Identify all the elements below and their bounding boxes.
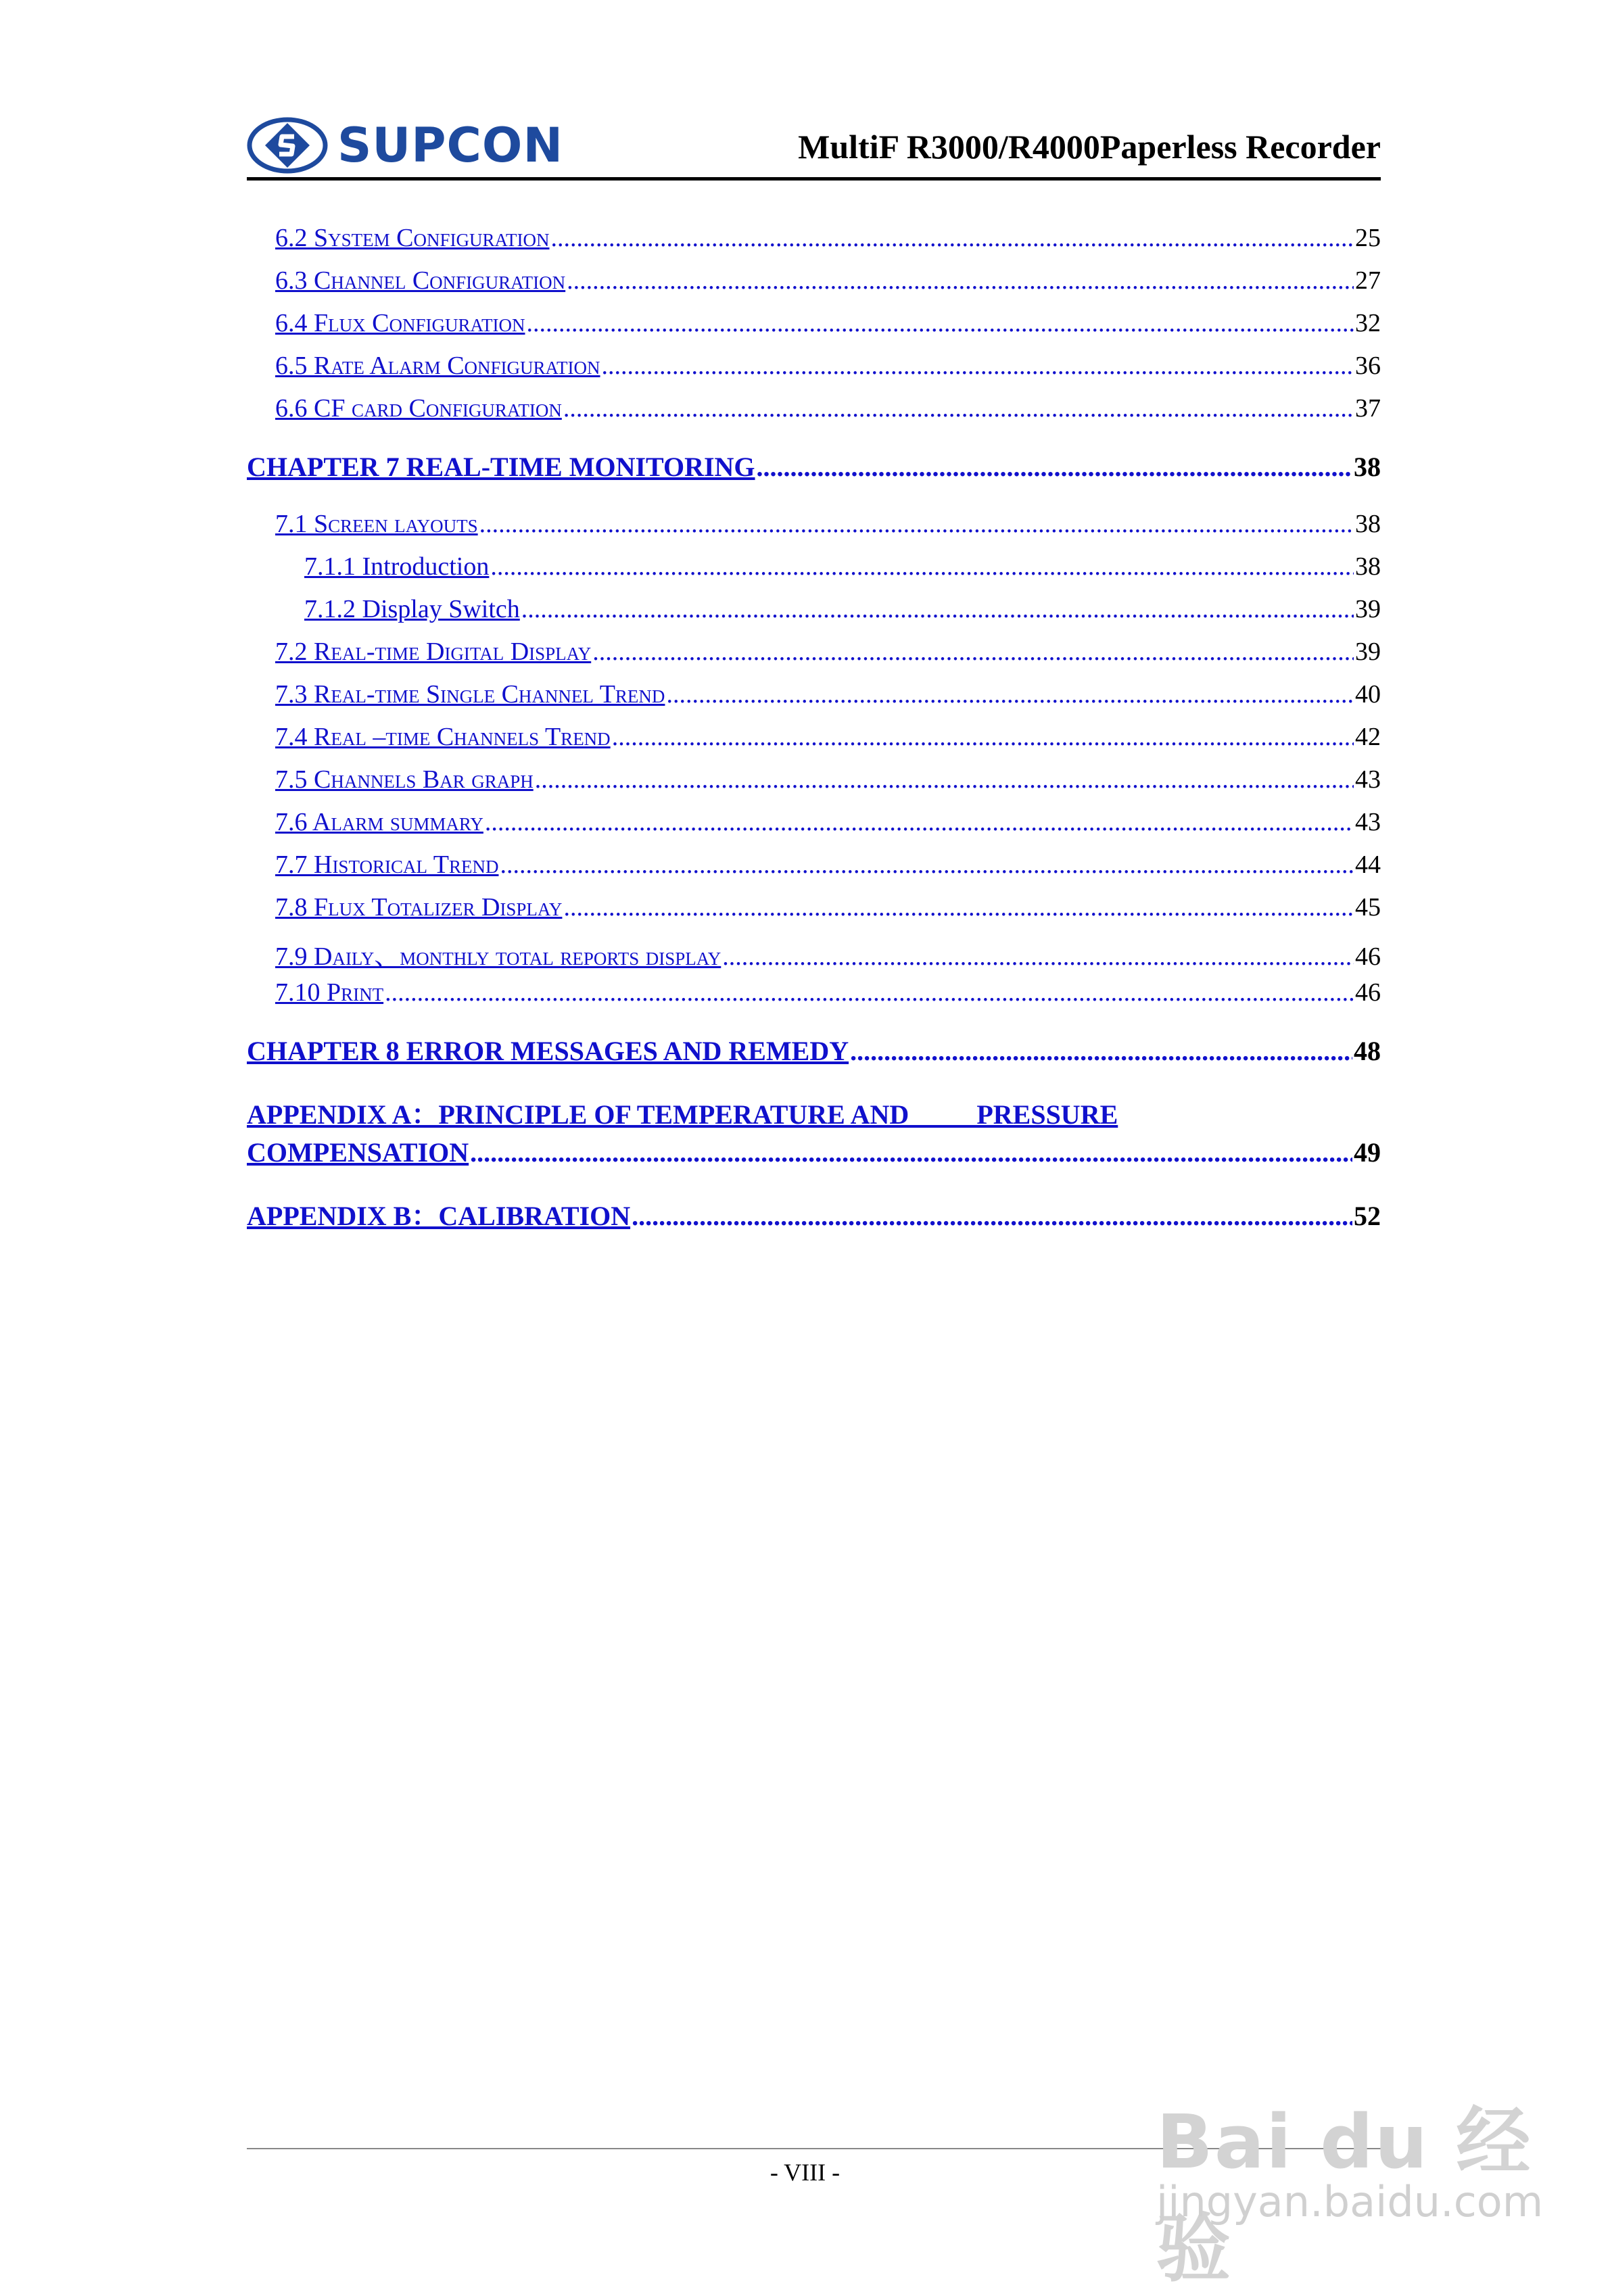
page-header bbox=[247, 101, 1381, 183]
toc-entry[interactable] bbox=[247, 722, 1381, 765]
toc-page-number: 43 bbox=[1355, 765, 1381, 794]
toc-link[interactable]: 7.1 Screen layouts bbox=[275, 510, 478, 538]
toc-entry[interactable] bbox=[247, 1035, 1381, 1078]
toc-entry[interactable] bbox=[247, 594, 1381, 637]
toc-page-number: 38 bbox=[1355, 552, 1381, 581]
toc-link[interactable]: 7.8 Flux Totalizer Display bbox=[275, 893, 563, 922]
toc-entry[interactable] bbox=[247, 637, 1381, 679]
toc-entry[interactable] bbox=[247, 393, 1381, 436]
toc-leader-dots bbox=[535, 765, 1354, 794]
toc-leader-dots bbox=[526, 308, 1354, 338]
toc-entry[interactable] bbox=[247, 978, 1381, 1020]
toc-page-number: 36 bbox=[1355, 352, 1381, 380]
supcon-logo bbox=[247, 115, 563, 176]
toc-entry[interactable] bbox=[247, 807, 1381, 850]
toc-page-number: 48 bbox=[1354, 1036, 1381, 1066]
toc-link[interactable]: 7.10 Print bbox=[275, 978, 384, 1007]
toc-page-number: 46 bbox=[1355, 942, 1381, 971]
document-title: MultiF R3000/R4000Paperless Recorder bbox=[798, 128, 1381, 166]
toc-link-appendix-a-line1[interactable]: APPENDIX A：PRINCIPLE OF TEMPERATURE AND PRESSURE bbox=[247, 1099, 1118, 1130]
toc-entry[interactable] bbox=[247, 679, 1381, 722]
toc-page-number: 46 bbox=[1355, 978, 1381, 1007]
toc-link[interactable]: 7.4 Real –time Channels Trend bbox=[275, 723, 611, 751]
toc-leader-dots bbox=[500, 850, 1354, 880]
toc-page-number: 49 bbox=[1354, 1137, 1381, 1168]
toc-entry[interactable] bbox=[247, 765, 1381, 807]
toc-leader-dots bbox=[563, 393, 1354, 423]
toc-leader-dots bbox=[385, 978, 1354, 1007]
supcon-logo-icon bbox=[247, 116, 328, 174]
toc-link[interactable]: CHAPTER 7 REAL-TIME MONITORING bbox=[247, 452, 755, 482]
toc-link[interactable]: 6.2 System Configuration bbox=[275, 224, 550, 252]
toc-leader-dots bbox=[470, 1137, 1352, 1168]
toc-page-number: 52 bbox=[1354, 1201, 1381, 1231]
toc-entry[interactable] bbox=[247, 935, 1381, 978]
header-rule bbox=[247, 177, 1381, 181]
toc-link[interactable]: 7.2 Real-time Digital Display bbox=[275, 638, 592, 666]
toc-link[interactable]: 7.6 Alarm summary bbox=[275, 808, 483, 836]
toc-entry[interactable] bbox=[247, 892, 1381, 935]
toc-page-number: 25 bbox=[1355, 224, 1381, 252]
toc-leader-dots bbox=[722, 942, 1354, 972]
toc-page-number: 38 bbox=[1354, 452, 1381, 482]
toc-page-number: 43 bbox=[1355, 808, 1381, 836]
toc-leader-dots bbox=[666, 679, 1354, 709]
watermark-brand: Bai du 经验 bbox=[1156, 2099, 1532, 2292]
toc-leader-dots bbox=[479, 509, 1354, 539]
toc-entry[interactable] bbox=[247, 552, 1381, 594]
toc-leader-dots bbox=[602, 351, 1354, 381]
toc-leader-dots bbox=[592, 637, 1354, 667]
toc-page-number: 44 bbox=[1355, 851, 1381, 879]
toc-page-number: 39 bbox=[1355, 595, 1381, 623]
toc-link[interactable]: 7.9 Daily、monthly total reports display bbox=[275, 942, 721, 971]
toc-entry-appendix-a[interactable] bbox=[247, 1137, 1381, 1180]
toc-leader-dots bbox=[485, 807, 1354, 837]
toc-page-number: 37 bbox=[1355, 394, 1381, 423]
toc-link[interactable]: 6.4 Flux Configuration bbox=[275, 309, 525, 337]
toc-page-number: 42 bbox=[1355, 723, 1381, 751]
baidu-watermark bbox=[1143, 2042, 1544, 2292]
toc-leader-dots bbox=[490, 552, 1354, 581]
toc-page-number: 45 bbox=[1355, 893, 1381, 922]
toc-leader-dots bbox=[563, 892, 1354, 922]
toc-link[interactable]: 7.5 Channels Bar graph bbox=[275, 765, 534, 794]
toc-page-number: 27 bbox=[1355, 266, 1381, 295]
toc-link[interactable]: 6.5 Rate Alarm Configuration bbox=[275, 352, 600, 380]
toc-entry[interactable] bbox=[247, 351, 1381, 393]
toc-leader-dots bbox=[757, 451, 1352, 483]
toc-entry[interactable] bbox=[247, 451, 1381, 494]
toc-entry[interactable] bbox=[247, 266, 1381, 308]
toc-leader-dots bbox=[850, 1035, 1352, 1067]
table-of-contents bbox=[247, 223, 1381, 1253]
toc-link[interactable]: 7.1.2 Display Switch bbox=[304, 595, 520, 623]
toc-link-appendix-b[interactable]: APPENDIX B：CALIBRATION bbox=[247, 1201, 631, 1231]
toc-page-number: 40 bbox=[1355, 680, 1381, 709]
page-number: - VIII - bbox=[770, 2159, 840, 2186]
toc-link[interactable]: CHAPTER 8 ERROR MESSAGES AND REMEDY bbox=[247, 1036, 849, 1066]
toc-leader-dots bbox=[550, 223, 1354, 253]
toc-entry[interactable] bbox=[247, 850, 1381, 892]
toc-leader-dots bbox=[567, 266, 1354, 295]
toc-page-number: 32 bbox=[1355, 309, 1381, 337]
toc-link-appendix-a[interactable]: COMPENSATION bbox=[247, 1137, 469, 1168]
toc-link[interactable]: 7.3 Real-time Single Channel Trend bbox=[275, 680, 665, 709]
toc-link[interactable]: 7.1.1 Introduction bbox=[304, 552, 490, 581]
toc-entry[interactable] bbox=[247, 308, 1381, 351]
toc-page-number: 39 bbox=[1355, 638, 1381, 666]
toc-entry-appendix-b[interactable] bbox=[247, 1195, 1381, 1238]
toc-entry[interactable] bbox=[247, 509, 1381, 552]
logo-text: SUPCON bbox=[337, 118, 564, 173]
toc-link[interactable]: 6.6 CF card Configuration bbox=[275, 394, 562, 423]
toc-leader-dots bbox=[632, 1200, 1352, 1232]
watermark-url: jingyan.baidu.com bbox=[1156, 2177, 1544, 2226]
toc-entry[interactable] bbox=[247, 223, 1381, 266]
toc-link[interactable]: 7.7 Historical Trend bbox=[275, 851, 499, 879]
toc-link[interactable]: 6.3 Channel Configuration bbox=[275, 266, 566, 295]
toc-leader-dots bbox=[612, 722, 1354, 752]
toc-leader-dots bbox=[521, 594, 1354, 624]
toc-page-number: 38 bbox=[1355, 510, 1381, 538]
